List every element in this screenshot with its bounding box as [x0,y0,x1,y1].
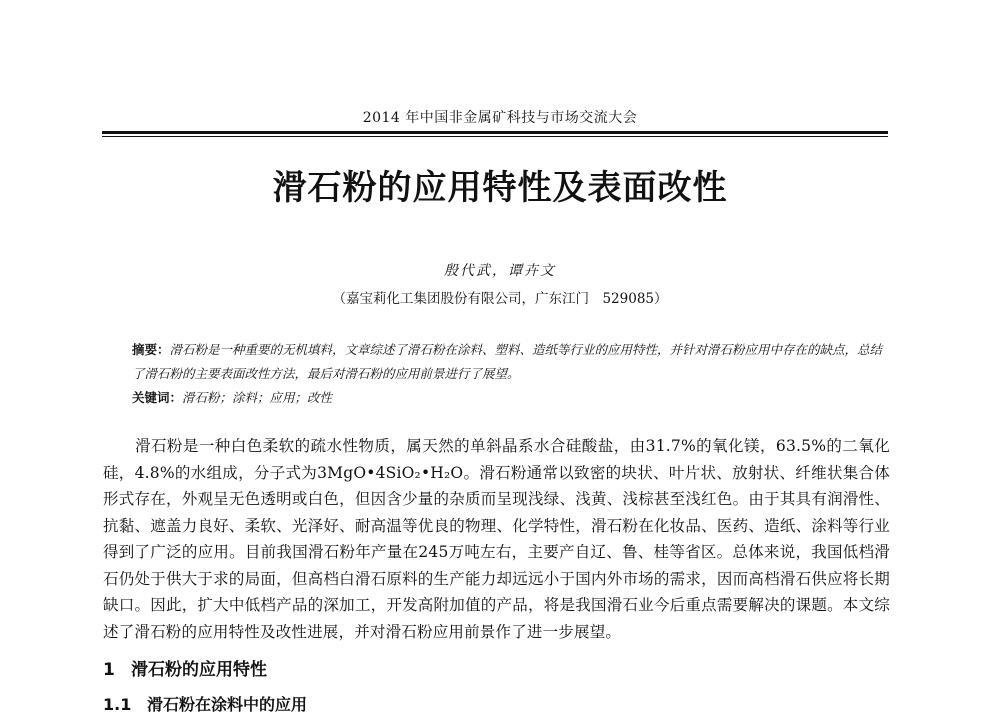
running-header: 2014 年中国非金属矿科技与市场交流大会 [362,110,638,126]
paper-title: 滑石粉的应用特性及表面改性 [272,168,728,208]
abstract-text: 滑石粉是一种重要的无机填料，文章综述了滑石粉在涂料、塑料、造纸等行业的应用特性，并针对滑石粉应用中存在的缺点，总结了滑石粉的主要表面改性方法，最后对滑石粉的应用前景进行了展望。 [132,342,883,381]
body-paragraph: 滑石粉是一种白色柔软的疏水性物质，属天然的单斜晶系水合硅酸盐，由31.7%的氧化镁，63.5%的二氧化硅，4.8%的水组成，分子式为3MgO•4SiO₂•H₂O。滑石粉通常以致密的块状、叶片状、放射状、纤维状集合体形式存在，外观呈无色透明或白色，但因含少量的杂质而呈现浅绿、浅黄、浅棕甚至浅红色。由于其具有润滑性、抗黏、遮盖力良好、柔软、光泽好、耐高温等优良的物理、化学特性，滑石粉在化妆品、医药、造纸、涂料等行业得到了广泛的应用。目前我国滑石粉年产量在245万吨左右，主要产自辽、鲁、桂等省区。总体来说，我国低档滑石仍处于供大于求的局面，但高档白滑石原料的生产能力却远远小于国内外市场的需求，因而高档滑石供应将长期缺口。因此，扩大中低档产品的深加工，开发高附加值的产品，将是我国滑石业今后重点需要解决的课题。本文综述了滑石粉的应用特性及改性进展，并对滑石粉应用前景作了进一步展望。 [103,437,890,641]
section-heading [103,655,267,680]
paper-authors: 殷代武，谭卉文 [444,263,556,279]
header-rule-thin [102,136,888,137]
keywords-text: 滑石粉；涂料；应用；改性 [182,390,333,405]
keywords [132,388,887,408]
subsection-title: 滑石粉在涂料中的应用 [147,695,308,714]
subsection-number: 1.1 [103,695,132,714]
keywords-label: 关键词： [132,390,183,405]
section-title: 滑石粉的应用特性 [131,660,267,680]
header-rule-thick [102,131,888,134]
abstract-label: 摘要： [132,342,170,357]
abstract [132,338,887,386]
section-number: 1 [103,660,115,680]
subsection-heading [103,692,307,715]
paper-affiliation: （嘉宝莉化工集团股份有限公司，广东江门 529085） [332,291,668,307]
